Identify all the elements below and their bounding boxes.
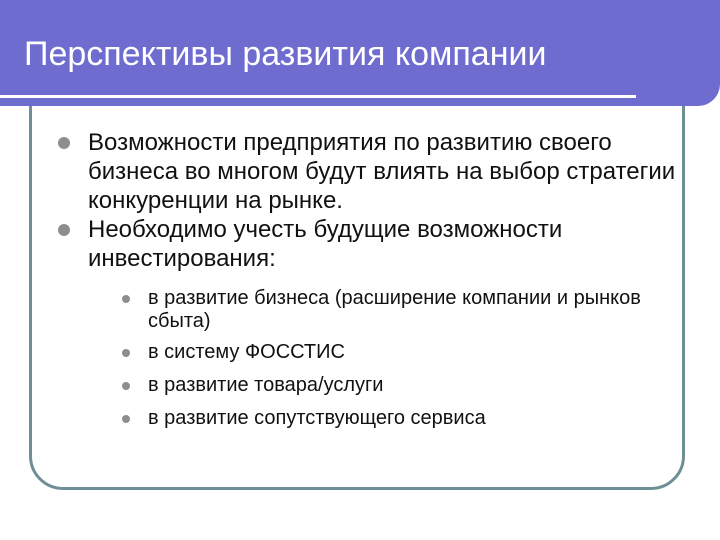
sub-bullet-dot-icon bbox=[122, 382, 130, 390]
bullet-item bbox=[56, 215, 676, 430]
sub-bullet-text: в систему ФОССТИС bbox=[148, 341, 345, 363]
title-underline bbox=[0, 95, 636, 98]
bullet-dot-icon bbox=[58, 224, 70, 236]
bullet-text: Возможности предприятия по развитию своего бизнеса во многом будут влиять на выбор стратегии конкуренции на рынке. bbox=[88, 129, 676, 214]
title-bar bbox=[0, 0, 720, 106]
sub-bullet-dot-icon bbox=[122, 349, 130, 357]
bullet-list bbox=[56, 128, 676, 440]
bullet-dot-icon bbox=[58, 137, 70, 149]
sub-bullet-text: в развитие сопутствующего сервиса bbox=[148, 407, 486, 429]
sub-bullet-list bbox=[88, 287, 676, 430]
sub-bullet-item bbox=[88, 407, 676, 430]
sub-bullet-item bbox=[88, 341, 676, 364]
slide-title: Перспективы развития компании bbox=[24, 35, 547, 73]
bullet-text: Необходимо учесть будущие возможности инвестирования: bbox=[88, 216, 563, 272]
bullet-item bbox=[56, 128, 676, 215]
sub-bullet-item bbox=[88, 287, 676, 333]
sub-bullet-item bbox=[88, 374, 676, 397]
sub-bullet-text: в развитие товара/услуги bbox=[148, 374, 384, 396]
sub-bullet-text: в развитие бизнеса (расширение компании и рынков сбыта) bbox=[148, 287, 641, 332]
sub-bullet-dot-icon bbox=[122, 415, 130, 423]
sub-bullet-dot-icon bbox=[122, 295, 130, 303]
